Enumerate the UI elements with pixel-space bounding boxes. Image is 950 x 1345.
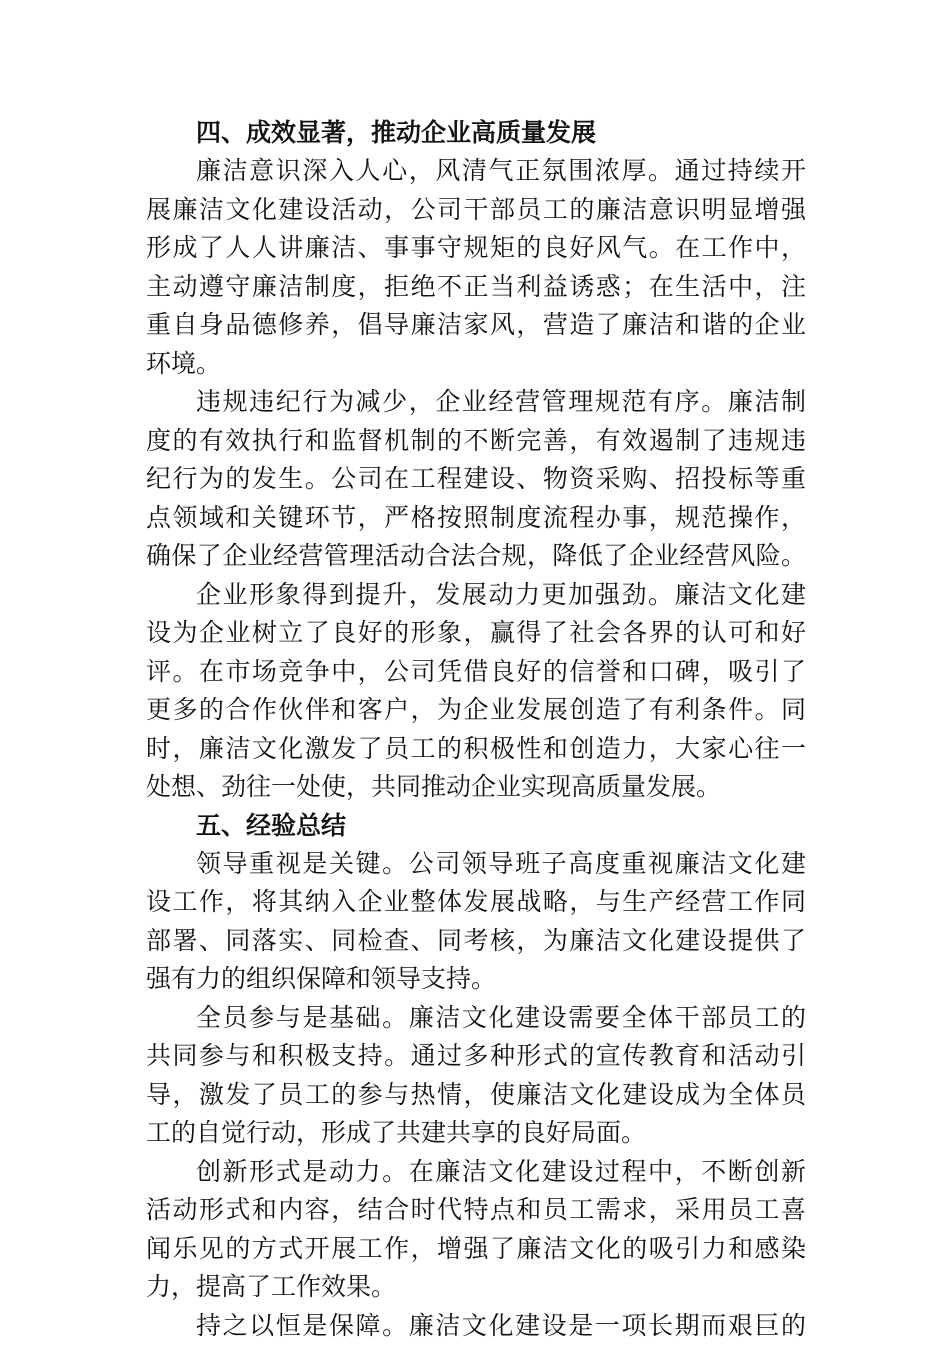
text-line: 共同参与和积极支持。通过多种形式的宣传教育和活动引: [146, 1037, 806, 1076]
text-line: 创新形式是动力。在廉洁文化建设过程中，不断创新: [146, 1153, 806, 1192]
text-line: 形成了人人讲廉洁、事事守规矩的良好风气。在工作中，: [146, 229, 806, 268]
text-line: 重自身品德修养，倡导廉洁家风，营造了廉洁和谐的企业: [146, 306, 806, 345]
text-line: 部署、同落实、同检查、同考核，为廉洁文化建设提供了: [146, 922, 806, 961]
text-line: 点领域和关键环节，严格按照制度流程办事，规范操作，: [146, 499, 806, 538]
text-line: 度的有效执行和监督机制的不断完善，有效遏制了违规违: [146, 422, 806, 461]
text-line: 工的自觉行动，形成了共建共享的良好局面。: [146, 1114, 806, 1153]
text-line: 领导重视是关键。公司领导班子高度重视廉洁文化建: [146, 845, 806, 884]
section-heading: 五、经验总结: [146, 807, 806, 845]
text-line: 导，激发了员工的参与热情，使廉洁文化建设成为全体员: [146, 1076, 806, 1115]
text-line: 强有力的组织保障和领导支持。: [146, 960, 806, 999]
document-page: [146, 114, 806, 1345]
text-line: 全员参与是基础。廉洁文化建设需要全体干部员工的: [146, 999, 806, 1038]
text-line: 确保了企业经营管理活动合法合规，降低了企业经营风险。: [146, 537, 806, 576]
text-line: 展廉洁文化建设活动，公司干部员工的廉洁意识明显增强: [146, 191, 806, 230]
text-line: 违规违纪行为减少，企业经营管理规范有序。廉洁制: [146, 383, 806, 422]
paragraph: [146, 845, 806, 999]
text-line: 主动遵守廉洁制度，拒绝不正当利益诱惑；在生活中，注: [146, 268, 806, 307]
text-line: 更多的合作伙伴和客户，为企业发展创造了有利条件。同: [146, 691, 806, 730]
text-line: 力，提高了工作效果。: [146, 1268, 806, 1307]
text-line: 企业形象得到提升，发展动力更加强劲。廉洁文化建: [146, 576, 806, 615]
section-heading: 四、成效显著，推动企业高质量发展: [146, 114, 806, 152]
text-line: 纪行为的发生。公司在工程建设、物资采购、招投标等重: [146, 460, 806, 499]
text-line: 设为企业树立了良好的形象，赢得了社会各界的认可和好: [146, 614, 806, 653]
text-line: 廉洁意识深入人心，风清气正氛围浓厚。通过持续开: [146, 152, 806, 191]
text-line: 持之以恒是保障。廉洁文化建设是一项长期而艰巨的: [146, 1307, 806, 1345]
paragraph: [146, 1307, 806, 1345]
text-line: 闻乐见的方式开展工作，增强了廉洁文化的吸引力和感染: [146, 1230, 806, 1269]
paragraph: [146, 383, 806, 576]
text-line: 时，廉洁文化激发了员工的积极性和创造力，大家心往一: [146, 730, 806, 769]
text-line: 处想、劲往一处使，共同推动企业实现高质量发展。: [146, 768, 806, 807]
paragraph: [146, 999, 806, 1153]
text-line: 评。在市场竞争中，公司凭借良好的信誉和口碑，吸引了: [146, 653, 806, 692]
text-line: 活动形式和内容，结合时代特点和员工需求，采用员工喜: [146, 1191, 806, 1230]
paragraph: [146, 1153, 806, 1307]
paragraph: [146, 152, 806, 383]
paragraph: [146, 576, 806, 807]
text-line: 环境。: [146, 345, 806, 384]
text-line: 设工作，将其纳入企业整体发展战略，与生产经营工作同: [146, 883, 806, 922]
